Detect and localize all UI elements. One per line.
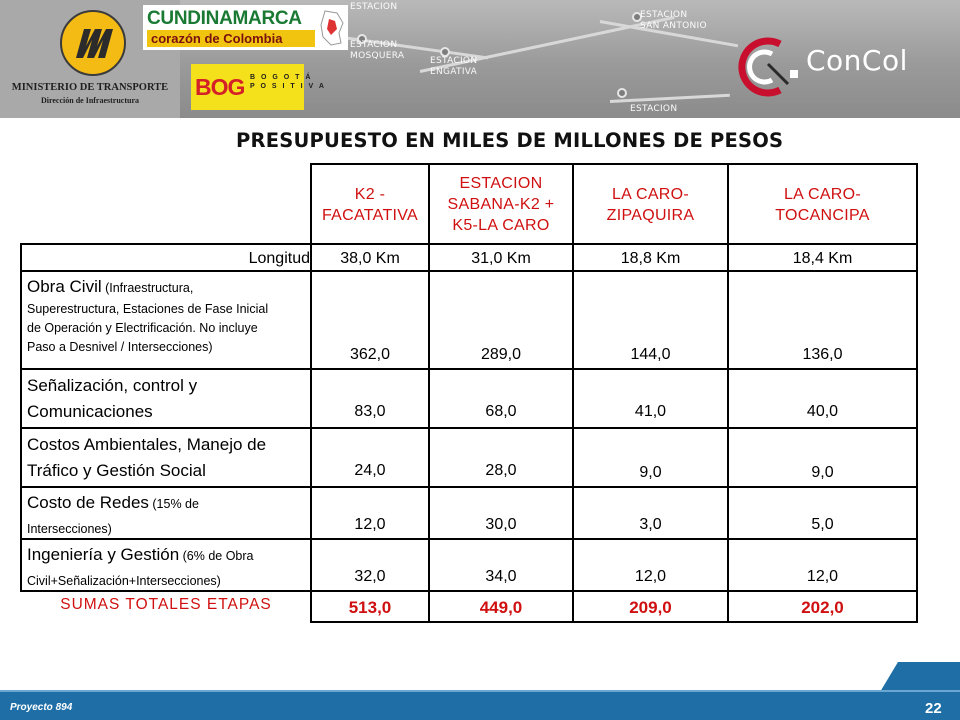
cell-value: 12,0 — [634, 568, 667, 585]
page-number: 22 — [925, 700, 942, 717]
column-header-la-caro-zipaquira: LA CARO- ZIPAQUIRA — [606, 185, 695, 224]
map-station-dot — [617, 88, 627, 98]
table-border — [20, 486, 918, 488]
row-title: Ingeniería y Gestión — [27, 545, 180, 564]
cell-value: 83,0 — [354, 403, 386, 420]
row-note-line: Civil+Señalización+Intersecciones) — [27, 574, 221, 588]
footer-highlight — [0, 690, 960, 692]
table-border — [310, 163, 918, 165]
concol-logo-icon — [728, 34, 804, 100]
row-label-obra-civil — [27, 275, 268, 357]
cell-value: 12,0 — [354, 516, 386, 533]
cell-value: 5,0 — [811, 516, 834, 533]
ministry-mt-icon — [62, 12, 124, 74]
row-note-line: Intersecciones) — [27, 522, 112, 536]
footer-tab-shape — [880, 662, 960, 692]
footer-bar — [0, 690, 960, 720]
table-border — [20, 427, 918, 429]
bogota-tagline: B O G O T Á P O S I T I V A — [250, 74, 326, 90]
cell-total: 202,0 — [801, 598, 844, 617]
row-note: (Infraestructura, — [101, 281, 194, 295]
row-title-line2: Comunicaciones — [27, 402, 153, 421]
map-label: ESTACION — [630, 104, 678, 114]
totals-label: SUMAS TOTALES ETAPAS — [60, 596, 272, 613]
row-title: Obra Civil — [27, 277, 102, 296]
cell-longitud: 18,8 Km — [620, 250, 681, 267]
map-label: ESTACION — [350, 2, 398, 12]
table-border — [20, 243, 918, 245]
concol-brand: ConCol — [806, 44, 908, 77]
cell-total: 209,0 — [629, 598, 672, 617]
cell-value: 68,0 — [485, 403, 517, 420]
cell-value: 28,0 — [485, 462, 517, 479]
table-border — [20, 368, 918, 370]
table-border — [916, 163, 918, 623]
cell-value: 289,0 — [480, 346, 522, 363]
row-title-line2: Tráfico y Gestión Social — [27, 461, 206, 480]
row-label-ingenieria — [27, 543, 254, 591]
cell-longitud: 38,0 Km — [340, 250, 400, 267]
row-label-costo-redes — [27, 491, 199, 539]
row-note-line: Superestructura, Estaciones de Fase Inicial — [27, 302, 269, 316]
cundinamarca-logo — [143, 5, 348, 50]
cell-value: 144,0 — [630, 346, 671, 363]
cell-value: 24,0 — [354, 462, 386, 479]
ministry-subtitle: Dirección de Infraestructura — [40, 96, 140, 105]
row-note: (6% de Obra — [179, 549, 254, 563]
column-header-estacion-sabana: ESTACION SABANA-K2 + K5-LA CARO — [447, 175, 555, 234]
row-label-costos-ambientales — [27, 432, 266, 484]
cundinamarca-slogan: corazón de Colombia — [151, 31, 283, 46]
map-label: ESTACION SAN ANTONIO — [640, 10, 707, 31]
row-label-longitud: Longitud — [248, 250, 310, 267]
cell-total: 513,0 — [348, 598, 392, 617]
table-border — [20, 243, 22, 592]
cell-value: 136,0 — [802, 346, 843, 363]
ministry-name: MINISTERIO DE TRANSPORTE — [11, 82, 169, 93]
page-title: PRESUPUESTO EN MILES DE MILLONES DE PESOS — [236, 129, 784, 152]
column-header-k2-facatativa: K2 - FACATATIVA — [321, 185, 419, 224]
cell-value: 12,0 — [806, 568, 839, 585]
bogota-logo — [191, 64, 326, 110]
cell-value: 40,0 — [806, 403, 839, 420]
cell-value: 9,0 — [811, 464, 834, 481]
row-title: Costo de Redes — [27, 493, 149, 512]
cell-total: 449,0 — [479, 598, 523, 617]
row-note-line: de Operación y Electrificación. No incluye — [27, 321, 258, 335]
cell-value: 3,0 — [639, 516, 662, 533]
cundinamarca-map-icon — [319, 9, 345, 47]
table-border — [310, 621, 918, 623]
table-border — [20, 270, 918, 272]
map-label: ESTACION MOSQUERA — [350, 40, 405, 61]
row-note: (15% de — [148, 497, 199, 511]
ministry-logo — [60, 10, 126, 76]
cell-value: 30,0 — [485, 516, 517, 533]
cell-value: 362,0 — [349, 346, 391, 363]
row-label-senalizacion — [27, 373, 197, 425]
row-title: Señalización, control y — [27, 376, 198, 395]
cundinamarca-title: CUNDINAMARCA — [147, 8, 302, 29]
cell-longitud: 18,4 Km — [792, 250, 853, 267]
footer-project: Proyecto 894 — [10, 702, 73, 713]
bogota-word: BOG — [195, 74, 245, 100]
column-header-la-caro-tocancipa: LA CARO- TOCANCIPA — [775, 185, 870, 224]
cell-longitud: 31,0 Km — [471, 250, 531, 267]
header-banner — [0, 0, 960, 118]
cell-value: 32,0 — [354, 568, 386, 585]
map-label: ESTACION ENGATIVA — [430, 56, 478, 77]
map-rail-line — [610, 94, 730, 103]
row-note-line: Paso a Desnivel / Intersecciones) — [27, 340, 213, 354]
row-title: Costos Ambientales, Manejo de — [27, 435, 267, 454]
cell-value: 41,0 — [634, 403, 667, 420]
cell-value: 9,0 — [639, 464, 662, 481]
cell-value: 34,0 — [485, 568, 517, 585]
